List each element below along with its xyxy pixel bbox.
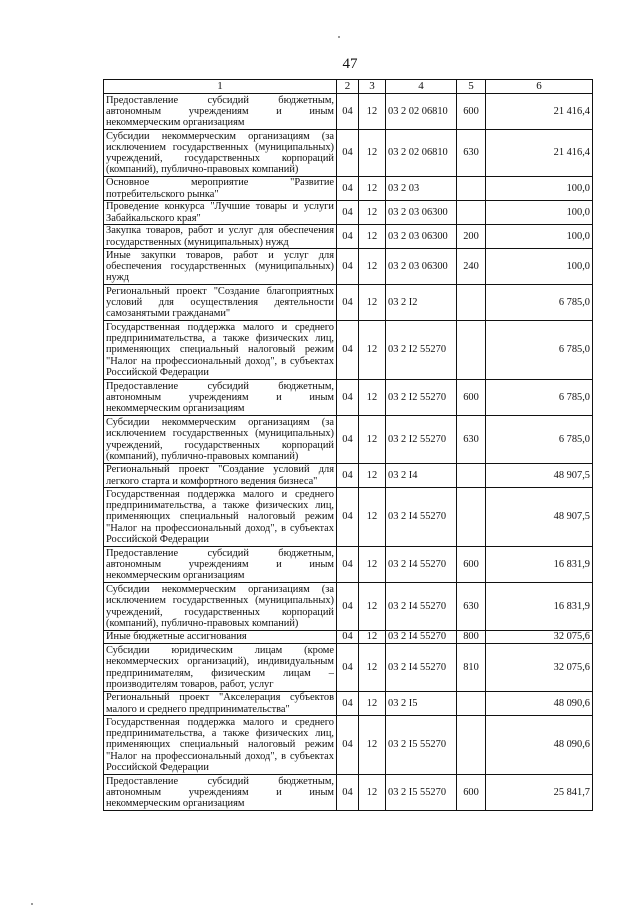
cell-expense-type: 600 (457, 547, 486, 583)
table-row (104, 716, 593, 775)
cell-name: Государственная поддержка малого и среднего предпринимательства, а также физических лиц, применяющих специальный налоговый режим "Налог на профессиональный доход", в субъектах Российской Федерации (104, 488, 337, 547)
table-row (104, 225, 593, 249)
cell-name: Региональный проект "Акселерация субъектов малого и среднего предпринимательства" (104, 692, 337, 716)
cell-name: Основное мероприятие "Развитие потребительского рынка" (104, 177, 337, 201)
cell-expense-type: 200 (457, 225, 486, 249)
cell-amount: 25 841,7 (486, 775, 593, 811)
table-row (104, 130, 593, 177)
cell-target-code: 03 2 02 06810 (386, 94, 457, 130)
scan-speck (31, 903, 33, 905)
cell-target-code: 03 2 I2 55270 (386, 321, 457, 380)
cell-expense-type (457, 488, 486, 547)
cell-section: 04 (337, 464, 359, 488)
cell-subsection: 12 (359, 644, 386, 692)
cell-expense-type: 600 (457, 94, 486, 130)
cell-name: Проведение конкурса "Лучшие товары и услуги Забайкальского края" (104, 201, 337, 225)
cell-subsection: 12 (359, 583, 386, 631)
cell-expense-type (457, 285, 486, 321)
cell-name: Иные закупки товаров, работ и услуг для обеспечения государственных (муниципальных) нужд (104, 249, 337, 285)
cell-expense-type (457, 201, 486, 225)
cell-subsection: 12 (359, 285, 386, 321)
cell-section: 04 (337, 130, 359, 177)
cell-target-code: 03 2 I4 55270 (386, 547, 457, 583)
cell-subsection: 12 (359, 380, 386, 416)
header-col-3: 3 (359, 80, 386, 94)
table-row (104, 775, 593, 811)
cell-subsection: 12 (359, 201, 386, 225)
cell-section: 04 (337, 225, 359, 249)
cell-section: 04 (337, 321, 359, 380)
cell-name: Региональный проект "Создание условий для легкого старта и комфортного ведения бизнеса" (104, 464, 337, 488)
cell-expense-type (457, 321, 486, 380)
table-row (104, 94, 593, 130)
table-row (104, 380, 593, 416)
cell-amount: 6 785,0 (486, 380, 593, 416)
cell-expense-type (457, 464, 486, 488)
table-row (104, 583, 593, 631)
cell-target-code: 03 2 I4 55270 (386, 644, 457, 692)
cell-subsection: 12 (359, 464, 386, 488)
cell-expense-type: 240 (457, 249, 486, 285)
cell-subsection: 12 (359, 177, 386, 201)
cell-amount: 6 785,0 (486, 321, 593, 380)
cell-target-code: 03 2 I2 55270 (386, 380, 457, 416)
cell-target-code: 03 2 I5 (386, 692, 457, 716)
cell-name: Закупка товаров, работ и услуг для обеспечения государственных (муниципальных) нужд (104, 225, 337, 249)
cell-subsection: 12 (359, 716, 386, 775)
cell-target-code: 03 2 I4 55270 (386, 488, 457, 547)
cell-name: Предоставление субсидий бюджетным, автономным учреждениям и иным некоммерческим организациям (104, 775, 337, 811)
cell-amount: 32 075,6 (486, 644, 593, 692)
cell-amount: 48 907,5 (486, 488, 593, 547)
cell-subsection: 12 (359, 488, 386, 547)
cell-amount: 21 416,4 (486, 94, 593, 130)
table-row (104, 488, 593, 547)
cell-name: Субсидии некоммерческим организациям (за исключением государственных (муниципальных) учреждений, государственных корпораций (компаний), публично-правовых компаний) (104, 583, 337, 631)
cell-target-code: 03 2 02 06810 (386, 130, 457, 177)
header-col-2: 2 (337, 80, 359, 94)
cell-amount: 16 831,9 (486, 547, 593, 583)
header-col-4: 4 (386, 80, 457, 94)
cell-expense-type: 600 (457, 380, 486, 416)
cell-subsection: 12 (359, 692, 386, 716)
cell-expense-type: 810 (457, 644, 486, 692)
cell-section: 04 (337, 644, 359, 692)
cell-section: 04 (337, 583, 359, 631)
cell-target-code: 03 2 03 06300 (386, 225, 457, 249)
cell-subsection: 12 (359, 94, 386, 130)
cell-target-code: 03 2 I5 55270 (386, 716, 457, 775)
header-col-5: 5 (457, 80, 486, 94)
scan-speck (338, 36, 340, 38)
cell-expense-type (457, 716, 486, 775)
cell-amount: 100,0 (486, 225, 593, 249)
cell-section: 04 (337, 488, 359, 547)
cell-name: Государственная поддержка малого и среднего предпринимательства, а также физических лиц, применяющих специальный налоговый режим "Налог на профессиональный доход", в субъектах Российской Федерации (104, 321, 337, 380)
cell-amount: 48 907,5 (486, 464, 593, 488)
cell-amount: 16 831,9 (486, 583, 593, 631)
cell-name: Иные бюджетные ассигнования (104, 631, 337, 644)
cell-section: 04 (337, 285, 359, 321)
table-row (104, 547, 593, 583)
cell-section: 04 (337, 631, 359, 644)
header-col-6: 6 (486, 80, 593, 94)
cell-target-code: 03 2 I4 55270 (386, 631, 457, 644)
cell-subsection: 12 (359, 631, 386, 644)
cell-name: Субсидии юридическим лицам (кроме некоммерческих организаций), индивидуальным предпринимателям, физическим лицам – производителям товаров, работ, услуг (104, 644, 337, 692)
cell-name: Региональный проект "Создание благоприятных условий для осуществления деятельности самозанятыми гражданами" (104, 285, 337, 321)
cell-subsection: 12 (359, 321, 386, 380)
cell-subsection: 12 (359, 249, 386, 285)
table-row (104, 631, 593, 644)
cell-name: Предоставление субсидий бюджетным, автономным учреждениям и иным некоммерческим организациям (104, 547, 337, 583)
cell-target-code: 03 2 03 06300 (386, 201, 457, 225)
cell-section: 04 (337, 416, 359, 464)
cell-amount: 32 075,6 (486, 631, 593, 644)
cell-subsection: 12 (359, 547, 386, 583)
page-number: 47 (342, 56, 358, 72)
cell-amount: 100,0 (486, 177, 593, 201)
header-col-1: 1 (104, 80, 337, 94)
cell-section: 04 (337, 249, 359, 285)
cell-amount: 48 090,6 (486, 716, 593, 775)
table-row (104, 321, 593, 380)
cell-section: 04 (337, 380, 359, 416)
cell-section: 04 (337, 177, 359, 201)
cell-amount: 100,0 (486, 249, 593, 285)
cell-subsection: 12 (359, 225, 386, 249)
cell-expense-type: 600 (457, 775, 486, 811)
table-row (104, 285, 593, 321)
cell-subsection: 12 (359, 775, 386, 811)
table-row (104, 177, 593, 201)
cell-section: 04 (337, 201, 359, 225)
cell-name: Государственная поддержка малого и среднего предпринимательства, а также физических лиц, применяющих специальный налоговый режим "Налог на профессиональный доход", в субъектах Российской Федерации (104, 716, 337, 775)
budget-table (103, 79, 593, 811)
cell-target-code: 03 2 I2 55270 (386, 416, 457, 464)
cell-subsection: 12 (359, 130, 386, 177)
cell-expense-type (457, 692, 486, 716)
cell-section: 04 (337, 692, 359, 716)
cell-expense-type: 630 (457, 583, 486, 631)
table-row (104, 249, 593, 285)
table-row (104, 201, 593, 225)
table-row (104, 644, 593, 692)
cell-amount: 6 785,0 (486, 285, 593, 321)
cell-amount: 21 416,4 (486, 130, 593, 177)
cell-amount: 100,0 (486, 201, 593, 225)
cell-expense-type: 630 (457, 130, 486, 177)
cell-section: 04 (337, 547, 359, 583)
table-row (104, 692, 593, 716)
cell-target-code: 03 2 03 (386, 177, 457, 201)
cell-amount: 48 090,6 (486, 692, 593, 716)
cell-target-code: 03 2 I5 55270 (386, 775, 457, 811)
cell-expense-type: 630 (457, 416, 486, 464)
cell-target-code: 03 2 I4 55270 (386, 583, 457, 631)
cell-target-code: 03 2 I2 (386, 285, 457, 321)
cell-section: 04 (337, 716, 359, 775)
cell-amount: 6 785,0 (486, 416, 593, 464)
table-header-row (104, 80, 593, 94)
cell-target-code: 03 2 I4 (386, 464, 457, 488)
cell-section: 04 (337, 775, 359, 811)
cell-subsection: 12 (359, 416, 386, 464)
cell-name: Субсидии некоммерческим организациям (за исключением государственных (муниципальных) учреждений, государственных корпораций (компаний), публично-правовых компаний) (104, 130, 337, 177)
cell-name: Предоставление субсидий бюджетным, автономным учреждениям и иным некоммерческим организациям (104, 380, 337, 416)
cell-target-code: 03 2 03 06300 (386, 249, 457, 285)
table-row (104, 464, 593, 488)
cell-expense-type: 800 (457, 631, 486, 644)
cell-name: Предоставление субсидий бюджетным, автономным учреждениям и иным некоммерческим организациям (104, 94, 337, 130)
cell-section: 04 (337, 94, 359, 130)
table-row (104, 416, 593, 464)
cell-expense-type (457, 177, 486, 201)
cell-name: Субсидии некоммерческим организациям (за исключением государственных (муниципальных) учреждений, государственных корпораций (компаний), публично-правовых компаний) (104, 416, 337, 464)
